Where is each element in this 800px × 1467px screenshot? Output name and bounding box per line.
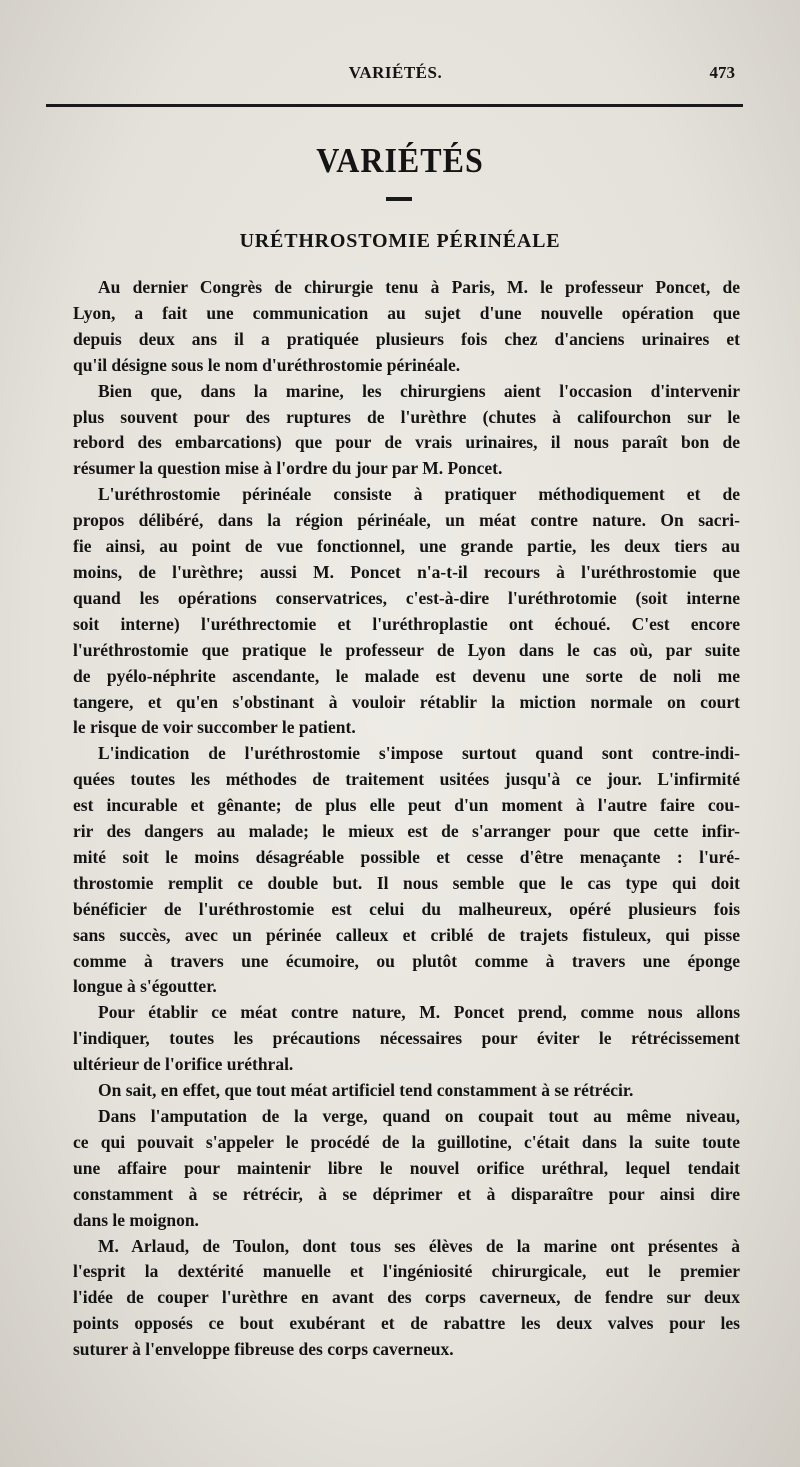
section-title: VARIÉTÉS (316, 140, 484, 180)
text-line: plus souvent pour des ruptures de l'urèthre (chutes à califourchon sur le (73, 406, 740, 427)
text-line: throstomie remplit ce double but. Il nous semble que le cas type qui doit (73, 872, 740, 893)
text-line: sans succès, avec un périnée calleux et criblé de trajets fistuleux, qui pisse (73, 924, 740, 945)
text-line: Dans l'amputation de la verge, quand on coupait tout au même niveau, (98, 1106, 740, 1126)
paragraph-3 (48, 482, 740, 741)
text-line: propos délibéré, dans la région périnéale, un méat contre nature. On sacri- (73, 510, 740, 531)
text-line: Lyon, a fait une communication au sujet d'une nouvelle opération que (73, 302, 740, 323)
text-line: depuis deux ans il a pratiquée plusieurs fois chez d'anciens urinaires et (73, 328, 740, 349)
text-line: L'uréthrostomie périnéale consiste à pratiquer méthodiquement et de (98, 484, 740, 505)
text-line: soit interne) l'uréthrectomie et l'uréthroplastie ont échoué. C'est encore (73, 613, 740, 634)
text-line: résumer la question mise à l'ordre du jour par M. Poncet. (73, 458, 503, 479)
text-line: rir des dangers au malade; le mieux est de s'arranger pour que cette infir- (73, 821, 740, 842)
running-head (48, 62, 743, 84)
paragraph-4 (48, 741, 740, 1000)
page-number: 473 (709, 63, 735, 82)
text-line: qu'il désigne sous le nom d'uréthrostomie périnéale. (73, 354, 461, 375)
text-line: longue à s'égoutter. (73, 976, 217, 997)
text-line: l'uréthrostomie que pratique le professeur de Lyon dans le cas où, par suite (73, 639, 740, 660)
text-line: points opposés ce bout exubérant et de rabattre les deux valves pour les (73, 1313, 740, 1334)
text-line: moins, de l'urèthre; aussi M. Poncet n'a-t-il recours à l'uréthrostomie que (73, 561, 740, 582)
text-line: mité soit le moins désagréable possible et cesse d'être menaçante : l'uré- (73, 846, 740, 867)
paragraph-5 (48, 1000, 740, 1078)
text-line: constamment à se rétrécir, à se déprimer et à disparaître pour ainsi dire (73, 1183, 740, 1204)
title-separator-dash (386, 197, 412, 201)
text-line: L'indication de l'uréthrostomie s'impose surtout quand sont contre-indi- (98, 743, 740, 764)
paragraph-8 (48, 1234, 740, 1364)
text-line: Bien que, dans la marine, les chirurgiens aient l'occasion d'intervenir (98, 380, 740, 401)
paragraph-1 (48, 275, 740, 379)
text-line: dans le moignon. (73, 1209, 199, 1230)
text-line: ultérieur de l'orifice uréthral. (73, 1054, 294, 1075)
paragraph-2 (48, 379, 740, 483)
text-line: suturer à l'enveloppe fibreuse des corps caverneux. (73, 1339, 454, 1360)
article-body (48, 275, 740, 1363)
text-line: bénéficier de l'uréthrostomie est celui du malheureux, opéré plusieurs fois (73, 898, 740, 919)
text-line: est incurable et gênante; de plus elle peut d'un moment à l'autre faire cou- (73, 795, 740, 816)
text-line: l'esprit la dextérité manuelle et l'ingéniosité chirurgicale, eut le premier (73, 1261, 740, 1282)
text-line: de pyélo-néphrite ascendante, le malade est devenu une sorte de noli me (73, 665, 740, 686)
text-line: l'idée de couper l'urèthre en avant des corps caverneux, de fendre sur deux (73, 1287, 740, 1308)
header-rule (46, 104, 743, 107)
text-line: tangere, et qu'en s'obstinant à vouloir rétablir la miction normale on court (73, 691, 740, 712)
text-line: On sait, en effet, que tout méat artificiel tend constamment à se rétrécir. (98, 1080, 634, 1101)
text-line: quand les opérations conservatrices, c'est-à-dire l'uréthrotomie (soit interne (73, 587, 740, 608)
text-line: M. Arlaud, de Toulon, dont tous ses élèves de la marine ont présentes à (98, 1235, 740, 1256)
paragraph-6 (48, 1078, 740, 1104)
text-line: fie ainsi, au point de vue fonctionnel, une grande partie, les deux tiers au (73, 536, 740, 557)
text-line: le risque de voir succomber le patient. (73, 717, 356, 738)
text-line: l'indiquer, toutes les précautions nécessaires pour éviter le rétrécissement (73, 1028, 740, 1049)
running-head-title: VARIÉTÉS. (348, 63, 443, 82)
text-line: comme à travers une écumoire, ou plutôt comme à travers une éponge (73, 950, 740, 971)
article-title: URÉTHROSTOMIE PÉRINÉALE (239, 230, 561, 252)
text-line: ce qui pouvait s'appeler le procédé de la guillotine, c'était dans la suite toute (73, 1131, 740, 1152)
text-line: Au dernier Congrès de chirurgie tenu à Paris, M. le professeur Poncet, de (98, 277, 740, 297)
paragraph-7 (48, 1104, 740, 1234)
text-line: une affaire pour maintenir libre le nouvel orifice uréthral, lequel tendait (73, 1157, 740, 1178)
text-line: quées toutes les méthodes de traitement usitées jusqu'à ce jour. L'infirmité (73, 769, 740, 790)
text-line: rebord des embarcations) que pour de vrais urinaires, il nous paraît bon de (73, 432, 740, 453)
text-line: Pour établir ce méat contre nature, M. Poncet prend, comme nous allons (98, 1002, 740, 1023)
